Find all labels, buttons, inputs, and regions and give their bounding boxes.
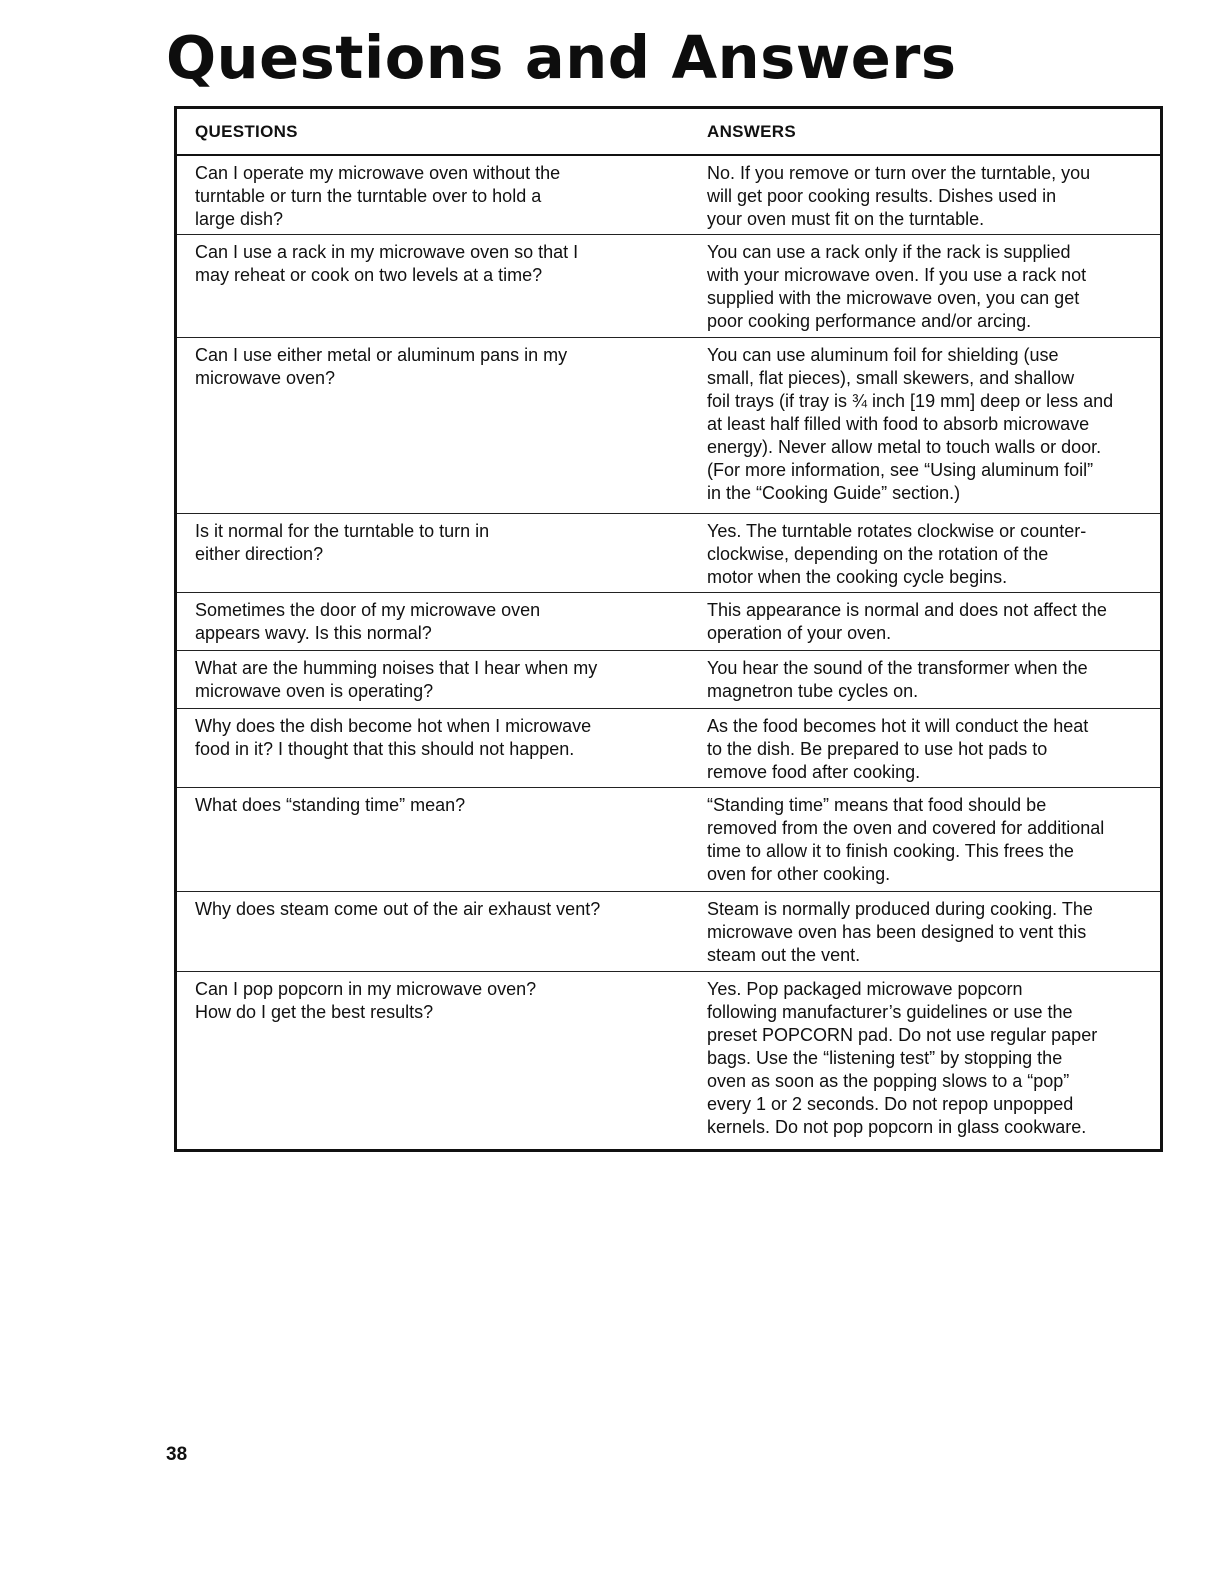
question-text: Can I use either metal or aluminum pans in my microwave oven? — [195, 345, 568, 388]
answer-text: No. If you remove or turn over the turntable, you will get poor cooking results. Dishes used in your oven must fit on the turntable. — [707, 163, 1091, 229]
question-text: Can I operate my microwave oven without the turntable or turn the turntable over to hold a large dish? — [195, 163, 561, 229]
answers-header: ANSWERS — [707, 121, 796, 141]
table-row — [177, 892, 1160, 972]
answer-text: Yes. The turntable rotates clockwise or counter- clockwise, depending on the rotation of the motor when the cooking cycle begins. — [707, 521, 1087, 587]
answer-text: You hear the sound of the transformer when the magnetron tube cycles on. — [707, 658, 1088, 701]
table-row — [177, 156, 1160, 235]
answer-text: As the food becomes hot it will conduct the heat to the dish. Be prepared to use hot pads to remove food after cooking. — [707, 716, 1089, 782]
questions-header: QUESTIONS — [195, 121, 298, 141]
question-text: Can I pop popcorn in my microwave oven? How do I get the best results? — [195, 979, 537, 1022]
table-row — [177, 788, 1160, 892]
question-text: Why does the dish become hot when I microwave food in it? I thought that this should not happen. — [195, 716, 592, 759]
table-row — [177, 338, 1160, 514]
question-text: Why does steam come out of the air exhaust vent? — [195, 899, 601, 919]
answer-text: You can use a rack only if the rack is supplied with your microwave oven. If you use a rack not supplied with the microwave oven, you can get poor cooking performance and/or arcing. — [707, 242, 1087, 331]
page-title: Questions and Answers — [166, 23, 957, 92]
qa-table — [174, 106, 1163, 1152]
answer-text: Yes. Pop packaged microwave popcorn following manufacturer’s guidelines or use the preset POPCORN pad. Do not use regular paper bags. Use the “listening test” by stopping the oven as soon as the popping slows to a “pop” every 1 or 2 seconds. Do not repop unpopped kernels. Do not pop popcorn in glass cookware. — [707, 979, 1098, 1137]
table-row — [177, 235, 1160, 338]
answer-text: You can use aluminum foil for shielding (use small, flat pieces), small skewers, and shallow foil trays (if tray is ¾ inch [19 mm] deep or less and at least half filled with food to absorb microwave energy). Never allow metal to touch walls or door. (For more information, see “Using aluminum foil” in the “Cooking Guide” section.) — [707, 345, 1114, 503]
answer-text: “Standing time” means that food should be removed from the oven and covered for additional time to allow it to finish cooking. This frees the oven for other cooking. — [707, 795, 1105, 884]
question-text: What are the humming noises that I hear when my microwave oven is operating? — [195, 658, 598, 701]
table-row — [177, 593, 1160, 651]
table-row — [177, 651, 1160, 709]
question-text: Is it normal for the turntable to turn in either direction? — [195, 521, 490, 564]
table-header — [177, 109, 1160, 156]
table-row — [177, 972, 1160, 1149]
question-text: What does “standing time” mean? — [195, 795, 466, 815]
question-text: Sometimes the door of my microwave oven appears wavy. Is this normal? — [195, 600, 541, 643]
answer-text: This appearance is normal and does not affect the operation of your oven. — [707, 600, 1107, 643]
answer-text: Steam is normally produced during cooking. The microwave oven has been designed to vent this steam out the vent. — [707, 899, 1093, 965]
table-row — [177, 709, 1160, 788]
page-number: 38 — [166, 1444, 188, 1465]
table-row — [177, 514, 1160, 593]
question-text: Can I use a rack in my microwave oven so that I may reheat or cook on two levels at a time? — [195, 242, 579, 285]
